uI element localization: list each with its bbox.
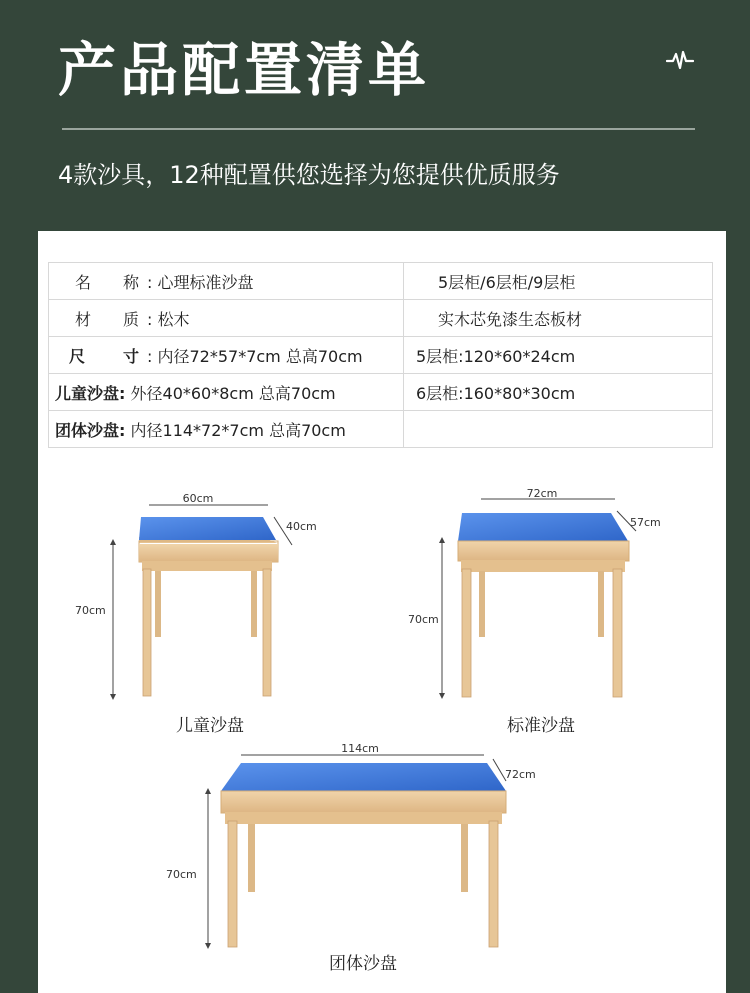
row-value: 心理标准沙盘 — [157, 272, 254, 292]
group-width-label: 114cm — [341, 742, 379, 755]
row-value: 外径40*60*8cm 总高70cm — [130, 383, 336, 403]
group-height-label: 70cm — [166, 868, 197, 881]
group-depth-label: 72cm — [505, 768, 536, 781]
row-label: 儿童沙盘 — [55, 383, 120, 403]
row-value: 内径72*57*7cm 总高70cm — [157, 346, 363, 366]
sandtray-diagrams — [38, 231, 726, 993]
pulse-icon — [666, 48, 694, 72]
child-height-label: 70cm — [75, 604, 106, 617]
row-right-value: 实木芯免漆生态板材 — [404, 300, 713, 337]
table-row: 儿童沙盘: 外径40*60*8cm 总高70cm 6层柜:160*80*30cm — [49, 374, 713, 411]
standard-depth-label: 57cm — [630, 516, 661, 529]
table-row: 材 质 : 松木 实木芯免漆生态板材 — [49, 300, 713, 337]
row-right-value: 5层柜/6层柜/9层柜 — [404, 263, 713, 300]
table-row: 尺 寸 : 内径72*57*7cm 总高70cm 5层柜:120*60*24cm — [49, 337, 713, 374]
standard-width-label: 72cm — [526, 487, 558, 500]
header-divider — [62, 128, 695, 130]
row-value: 内径114*72*7cm 总高70cm — [130, 420, 346, 440]
standard-caption: 标准沙盘 — [507, 716, 575, 736]
row-right-value: 6层柜:160*80*30cm — [404, 374, 713, 411]
row-label: 材 — [75, 309, 92, 329]
child-width-label: 60cm — [182, 492, 214, 505]
row-label: 寸 — [123, 346, 140, 366]
row-label: 质 — [123, 309, 140, 329]
row-right-value: 5层柜:120*60*24cm — [404, 337, 713, 374]
row-value: 松木 — [157, 309, 190, 329]
group-sandtray-diagram — [205, 755, 506, 949]
child-sandtray-diagram — [110, 505, 292, 700]
content-panel — [38, 231, 726, 993]
group-caption: 团体沙盘 — [329, 954, 397, 974]
standard-sandtray-diagram — [439, 499, 636, 699]
page-subtitle: 4款沙具，12种配置供您选择为您提供优质服务 — [58, 161, 560, 189]
page-title: 产品配置清单 — [58, 36, 431, 104]
row-label: 名 — [75, 272, 92, 292]
child-depth-label: 40cm — [286, 520, 317, 533]
row-label: 团体沙盘 — [55, 420, 120, 440]
child-caption: 儿童沙盘 — [176, 716, 244, 736]
standard-height-label: 70cm — [408, 613, 439, 626]
row-label: 称 — [123, 272, 140, 292]
row-label: 尺 — [69, 346, 86, 366]
table-row: 名 称 : 心理标准沙盘 5层柜/6层柜/9层柜 — [49, 263, 713, 300]
table-row: 团体沙盘: 内径114*72*7cm 总高70cm — [49, 411, 713, 448]
